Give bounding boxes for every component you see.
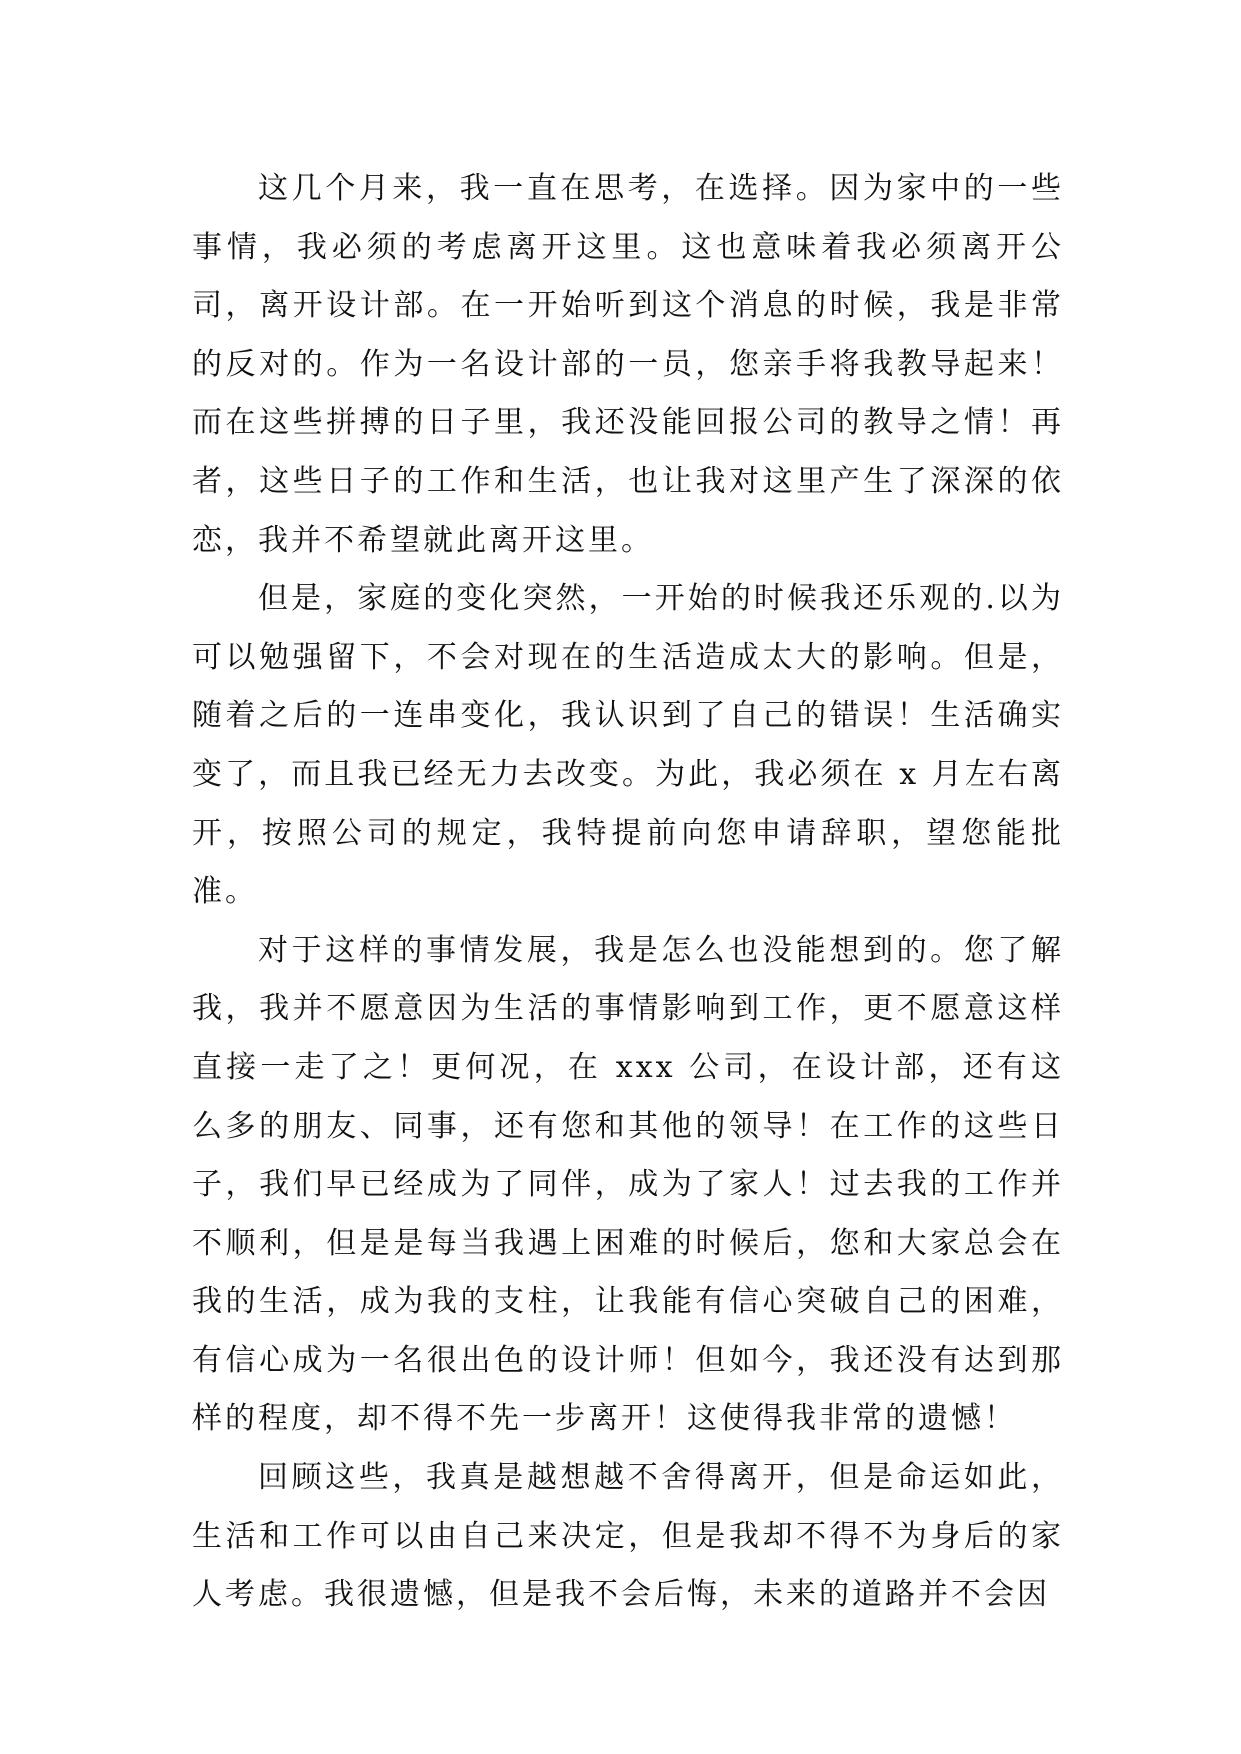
paragraph-1: 这几个月来，我一直在思考，在选择。因为家中的一些事情，我必须的考虑离开这里。这也意味着我必须离开公司，离开设计部。在一开始听到这个消息的时候，我是非常的反对的。作为一名设计部的一员，您亲手将我教导起来！而在这些拼搏的日子里，我还没能回报公司的教导之情！再者，这些日子的工作和生活，也让我对这里产生了深深的依恋，我并不希望就此离开这里。 xyxy=(192,171,1064,558)
paragraph-3: 对于这样的事情发展，我是怎么也没能想到的。您了解我，我并不愿意因为生活的事情影响到工作，更不愿意这样直接一走了之！更何况，在 xxx 公司，在设计部，还有这么多的朋友、同事，还有您和其他的领导！在工作的这些日子，我们早已经成为了同伴，成为了家人！过去我的工作并不顺利，但是是每当我遇上困难的时候后，您和大家总会在我的生活，成为我的支柱，让我能有信心突破自己的困难，有信心成为一名很出色的设计师！但如今，我还没有达到那样的程度，却不得不先一步离开！这使得我非常的遗憾！ xyxy=(192,932,1064,1437)
paragraph-4: 回顾这些，我真是越想越不舍得离开，但是命运如此，生活和工作可以由自己来决定，但是我却不得不为身后的家人考虑。我很遗憾，但是我不会后悔，未来的道路并不会因 xyxy=(192,1460,1064,1613)
document-body xyxy=(192,160,1064,1625)
paragraph-2: 但是，家庭的变化突然，一开始的时候我还乐观的.以为可以勉强留下，不会对现在的生活造成太大的影响。但是，随着之后的一连串变化，我认识到了自己的错误！生活确实变了，而且我已经无力去改变。为此，我必须在 x 月左右离开，按照公司的规定，我特提前向您申请辞职，望您能批准。 xyxy=(192,581,1064,910)
